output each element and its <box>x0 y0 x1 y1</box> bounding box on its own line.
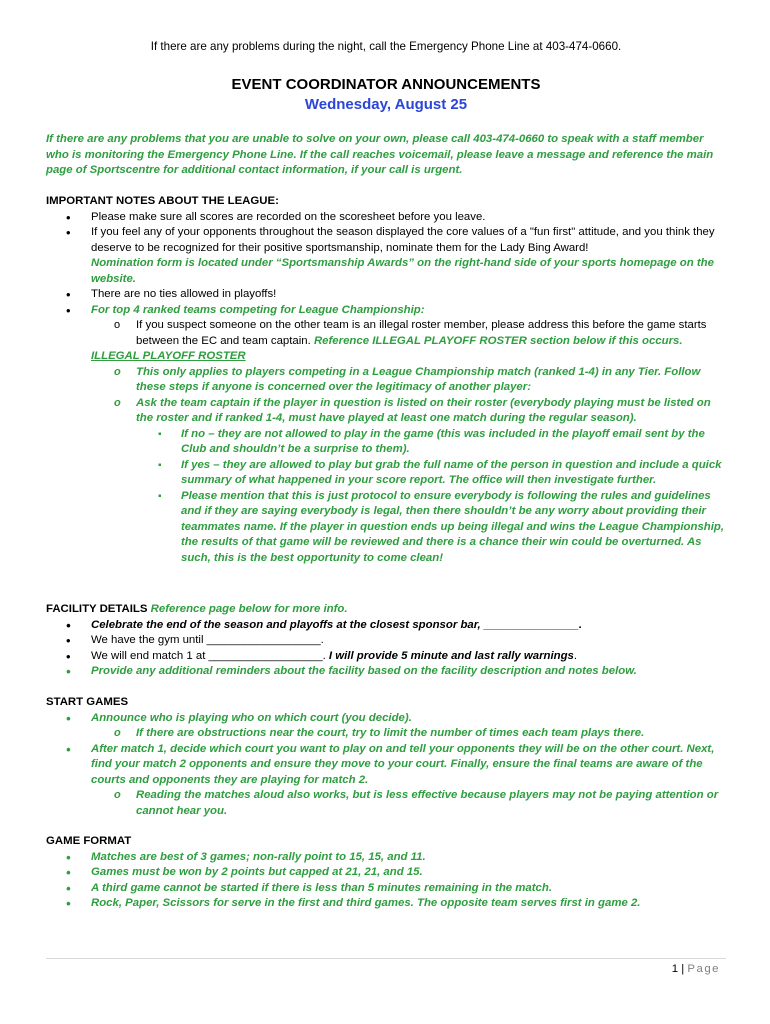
list-item: o Ask the team captain if the player in question is listed on their roster (everybody playing must be listed on the roster and if ranked 1-4, must have played at least one match during the regular season). ▪ If no – they are not allowed to play in the game (this was included in the playoff email sent by the Club and shouldn’t be a surprise to them). ▪ If yes – they are allowed to play but grab the full name of the person in question and include a quick summary of what happened in your score report. The office will then investigate further. ▪ Please mention that this is just protocol to ensure everybody is following the rules and guidelines and if they are saying everybody is legal, then there shouldn’t be any worry about providing their teammates name. If the player in question ends up being illegal and wins the League Championship, the results of that game will be reviewed and there is a chance their win could be overturned. As such, this is the best opportunity to come clean! <box>46 396 726 567</box>
start-games-section <box>46 695 726 819</box>
page-label: Page <box>687 963 720 975</box>
list-item: • We will end match 1 at __________________. I will provide 5 minute and last rally warnings. <box>46 649 726 665</box>
list-item: • Please make sure all scores are recorded on the scoresheet before you leave. <box>46 210 726 226</box>
page-number: 1 <box>671 963 679 975</box>
list-item: • Rock, Paper, Scissors for serve in the first and third games. The opposite team serves first in game 2. <box>46 896 726 912</box>
list-item: • Games must be won by 2 points but capped at 21, 21, and 15. <box>46 865 726 881</box>
intro-paragraph: If there are any problems that you are unable to solve on your own, please call 403-474-0660 to speak with a staff member who is monitoring the Emergency Phone Line. If the call reaches voicemail, please leave a message and reference the main page of Sportscentre for additional contact information, if your call is urgent. <box>46 133 714 176</box>
game-format-section <box>46 834 726 912</box>
list-item: • If you feel any of your opponents throughout the season displayed the core values of a "fun first" attitude, and you think they deserve to be recognized for their positive sportsmanship, nominate them for the Lady Bing Award! Nomination form is located under “Sportsmanship Awards” on the right-hand side of your sports homepage on the website. <box>46 225 726 287</box>
emergency-note: If there are any problems during the night, call the Emergency Phone Line at 403-474-0660. <box>150 40 622 53</box>
facility-heading: FACILITY DETAILS <box>46 603 148 615</box>
illegal-roster-heading: ILLEGAL PLAYOFF ROSTER <box>91 350 246 362</box>
list-item: • Celebrate the end of the season and playoffs at the closest sponsor bar, _______________. <box>46 618 726 634</box>
list-item: o This only applies to players competing in a League Championship match (ranked 1-4) in any Tier. Follow these steps if anyone is concerned over the legitimacy of another player: <box>46 365 726 396</box>
list-item: • For top 4 ranked teams competing for League Championship: o If you suspect someone on the other team is an illegal roster member, please address this before the game starts between the EC and team captain. Reference ILLEGAL PLAYOFF ROSTER section below if this occurs. <box>46 303 726 350</box>
league-notes-heading: IMPORTANT NOTES ABOUT THE LEAGUE: <box>46 195 279 207</box>
page-footer <box>46 962 720 978</box>
list-item: • Provide any additional reminders about the facility based on the facility description and notes below. <box>46 664 726 680</box>
list-item: o If you suspect someone on the other team is an illegal roster member, please address this before the game starts between the EC and team captain. Reference ILLEGAL PLAYOFF ROSTER section below if this occurs. <box>46 318 726 349</box>
page-date: Wednesday, August 25 <box>304 96 468 113</box>
list-item: o If there are obstructions near the court, try to limit the number of times each team plays there. <box>46 726 726 742</box>
start-games-heading: START GAMES <box>46 696 129 708</box>
list-item: • Announce who is playing who on which court (you decide). o If there are obstructions near the court, try to limit the number of times each team plays there. <box>46 711 726 742</box>
list-item: ▪ If no – they are not allowed to play in the game (this was included in the playoff email sent by the Club and shouldn’t be a surprise to them). <box>46 427 726 458</box>
list-item: ▪ If yes – they are allowed to play but grab the full name of the person in question and include a quick summary of what happened in your score report. The office will then investigate further. <box>46 458 726 489</box>
nomination-note: Nomination form is located under “Sportsmanship Awards” on the right-hand side of your sports homepage on the website. <box>91 257 714 285</box>
game-format-heading: GAME FORMAT <box>46 835 132 847</box>
list-item: ▪ Please mention that this is just protocol to ensure everybody is following the rules and guidelines and if they are saying everybody is legal, then there shouldn’t be any worry about providing their teammates name. If the player in question ends up being illegal and wins the League Championship, the results of that game will be reviewed and there is a chance their win could be overturned. As such, this is the best opportunity to come clean! <box>46 489 726 567</box>
list-item: • We have the gym until __________________. <box>46 633 726 649</box>
list-item: • Matches are best of 3 games; non-rally point to 15, 15, and 11. <box>46 850 726 866</box>
list-item: o Reading the matches aloud also works, but is less effective because players may not be paying attention or cannot hear you. <box>46 788 726 819</box>
footer-divider <box>46 958 726 959</box>
facility-section: FACILITY DETAILS Reference page below for more info. • Celebrate the end of the season and playoffs at the closest sponsor bar, _______________. • We have the gym until __________________. • We will end match 1 at __________________. I will provide 5 minute and last rally warnings. • Provide any additional reminders about the facility based on the facility description and notes below. <box>46 602 726 680</box>
list-item: • A third game cannot be started if there is less than 5 minutes remaining in the match. <box>46 881 726 897</box>
league-notes-section <box>46 194 726 566</box>
list-item: • After match 1, decide which court you want to play on and tell your opponents they will be on the other court. Next, find your match 2 opponents and ensure they move to your court. Finally, ensure the final teams are aware of the courts and opponents they are playing for match 2. o Reading the matches aloud also works, but is less effective because players may not be paying attention or cannot hear you. <box>46 742 726 820</box>
list-item: • There are no ties allowed in playoffs! <box>46 287 726 303</box>
page-title: EVENT COORDINATOR ANNOUNCEMENTS <box>231 76 541 93</box>
footer-separator: | <box>681 963 685 975</box>
